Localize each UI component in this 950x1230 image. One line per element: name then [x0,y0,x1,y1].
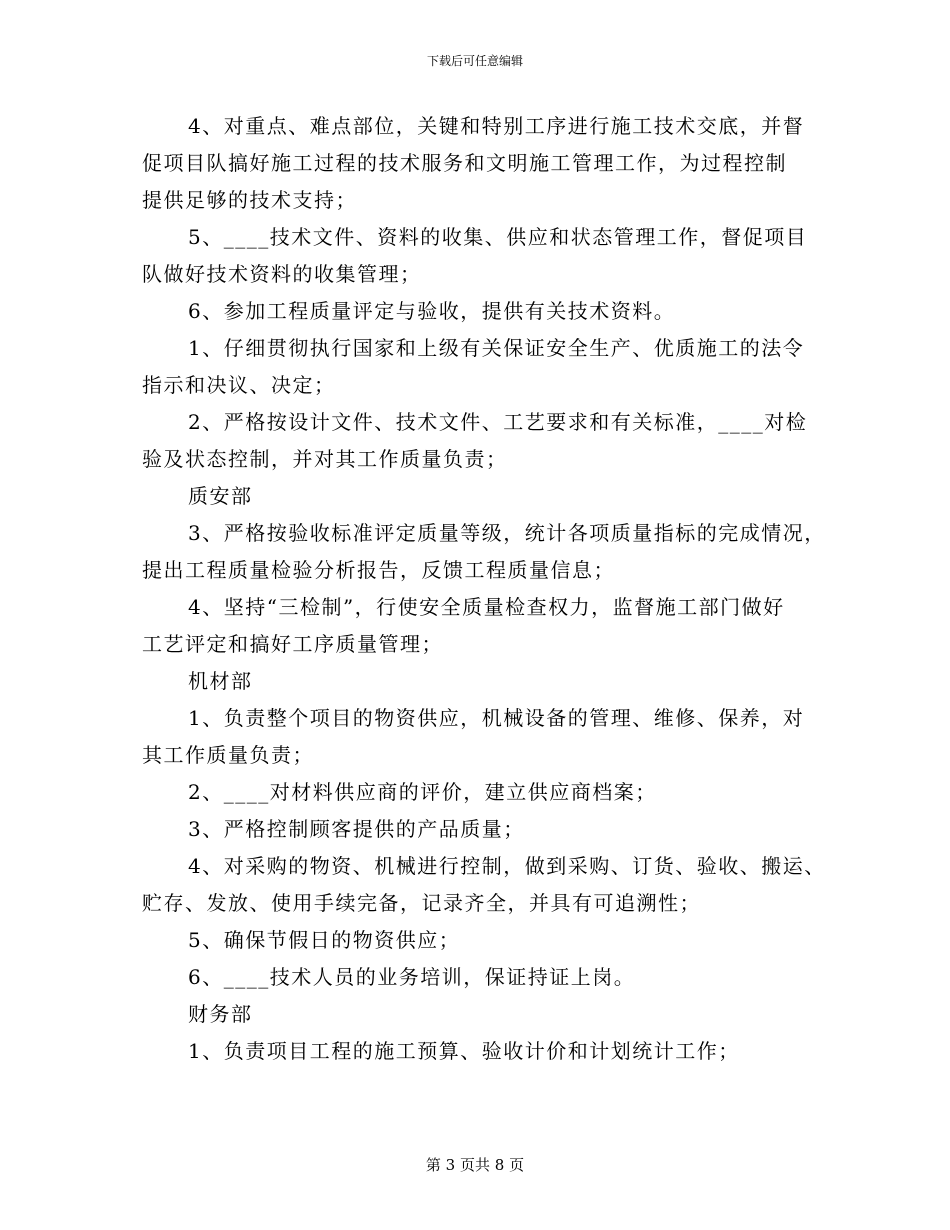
paragraph-line: 提供足够的技术支持； [142,188,357,212]
page-footer: 第 3 页共 8 页 [425,1156,525,1174]
paragraph-line: 2、严格按设计文件、技术文件、工艺要求和有关标准，____对检 [188,410,808,434]
paragraph-line: 1、仔细贯彻执行国家和上级有关保证安全生产、优质施工的法令 [188,336,805,360]
paragraph-line: 6、参加工程质量评定与验收，提供有关技术资料。 [188,299,676,323]
paragraph-line: 3、严格控制顾客提供的产品质量； [188,817,525,841]
paragraph-line: 2、____对材料供应商的评价，建立供应商档案； [188,780,657,804]
paragraph-line: 1、负责整个项目的物资供应，机械设备的管理、维修、保养，对 [188,706,805,730]
paragraph-line: 4、对采购的物资、机械进行控制，做到采购、订货、验收、搬运、 [188,854,826,878]
paragraph-line: 工艺评定和搞好工序质量管理； [142,632,443,656]
paragraph-line: 5、____技术文件、资料的收集、供应和状态管理工作，督促项目 [188,225,808,249]
paragraph-line: 贮存、发放、使用手续完备，记录齐全，并具有可追溯性； [142,891,701,915]
paragraph-line: 队做好技术资料的收集管理； [142,262,422,286]
paragraph-line: 4、对重点、难点部位，关键和特别工序进行施工技术交底，并督 [188,114,805,138]
paragraph-line: 5、确保节假日的物资供应； [188,928,461,952]
paragraph-line: 1、负责项目工程的施工预算、验收计价和计划统计工作； [188,1039,740,1063]
section-heading: 质安部 [188,484,253,508]
document-body [142,108,832,1070]
paragraph-line: 提出工程质量检验分析报告，反馈工程质量信息； [142,558,615,582]
paragraph-line: 促项目队搞好施工过程的技术服务和文明施工管理工作，为过程控制 [142,151,787,175]
paragraph-line: 指示和决议、决定； [142,373,336,397]
section-heading: 财务部 [188,1002,253,1026]
page-header: 下载后可任意编辑 [426,54,523,68]
section-heading: 机材部 [188,669,253,693]
paragraph-line: 4、坚持“三检制”，行使安全质量检查权力，监督施工部门做好 [188,595,785,619]
paragraph-line: 6、____技术人员的业务培训，保证持证上岗。 [188,965,636,989]
paragraph-line: 其工作质量负责； [142,743,314,767]
paragraph-line: 验及状态控制，并对其工作质量负责； [142,447,508,471]
paragraph-line: 3、严格按验收标准评定质量等级，统计各项质量指标的完成情况， [188,521,826,545]
